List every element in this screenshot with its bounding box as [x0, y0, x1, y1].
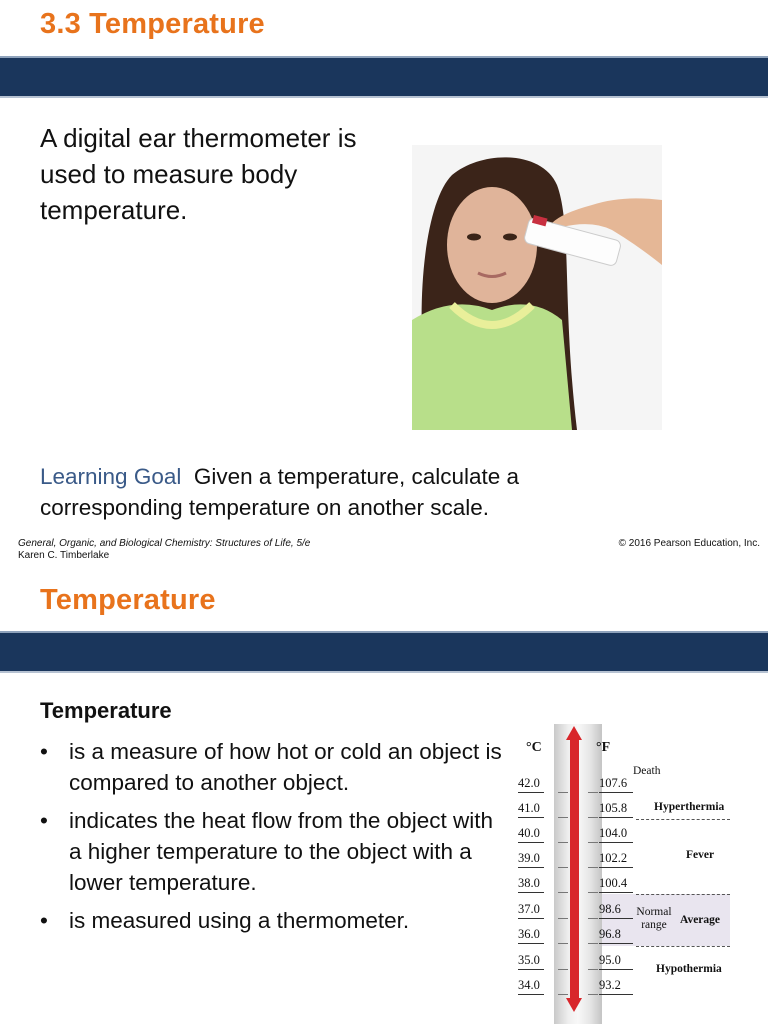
dashed-divider — [636, 894, 730, 895]
fahrenheit-label: °F — [596, 740, 611, 755]
bullet-icon: • — [40, 739, 48, 764]
scale-row: 41.0 105.8 — [506, 801, 736, 826]
bullet-list — [40, 736, 510, 943]
slide-title: 3.3 Temperature — [40, 8, 265, 40]
book-title: General, Organic, and Biological Chemistry: Structures of Life — [18, 538, 291, 549]
scale-row: 35.0 95.0 — [506, 953, 736, 978]
scale-row: 36.0 96.8 — [506, 927, 736, 952]
scale-row: 40.0 104.0 — [506, 826, 736, 851]
zone-hypothermia: Hypothermia — [656, 963, 722, 975]
zone-normal-range: Normal range — [636, 906, 672, 931]
scale-row: 34.0 93.2 — [506, 978, 736, 1003]
dashed-divider — [636, 819, 730, 820]
bullet-item: • is measured using a thermometer. — [40, 905, 510, 936]
bullet-item: • indicates the heat flow from the object with a higher temperature to the object with a lower temperature. — [40, 805, 510, 898]
copyright: © 2016 Pearson Education, Inc. — [618, 538, 760, 549]
bullet-icon: • — [40, 808, 48, 833]
scale-row: 37.0 98.6 — [506, 902, 736, 927]
learning-goal-text: Given a temperature, calculate a corresponding temperature on another scale. — [40, 464, 520, 520]
bullet-icon: • — [40, 908, 48, 933]
title-band-2 — [0, 631, 768, 673]
scale-row: 42.0 107.6 — [506, 776, 736, 801]
scale-row: 39.0 102.2 — [506, 851, 736, 876]
zone-death: Death — [633, 765, 661, 777]
zone-fever: Fever — [686, 849, 715, 861]
subheading: Temperature — [40, 698, 172, 723]
book-edition: , 5/e — [290, 538, 311, 549]
bullet-item: • is a measure of how hot or cold an object is compared to another object. — [40, 736, 510, 798]
intro-text: A digital ear thermometer is used to measure body temperature. — [40, 123, 357, 225]
thermometer-diagram — [506, 724, 736, 1024]
scale-row: 38.0 100.4 — [506, 876, 736, 901]
dashed-divider — [636, 946, 730, 947]
slide-title-2: Temperature — [40, 584, 216, 616]
learning-goal-label: Learning Goal — [40, 464, 182, 489]
zone-hyperthermia: Hyperthermia — [654, 801, 725, 813]
zone-average: Average — [680, 914, 721, 926]
author: Karen C. Timberlake — [18, 550, 110, 561]
celsius-label: °C — [526, 740, 542, 755]
